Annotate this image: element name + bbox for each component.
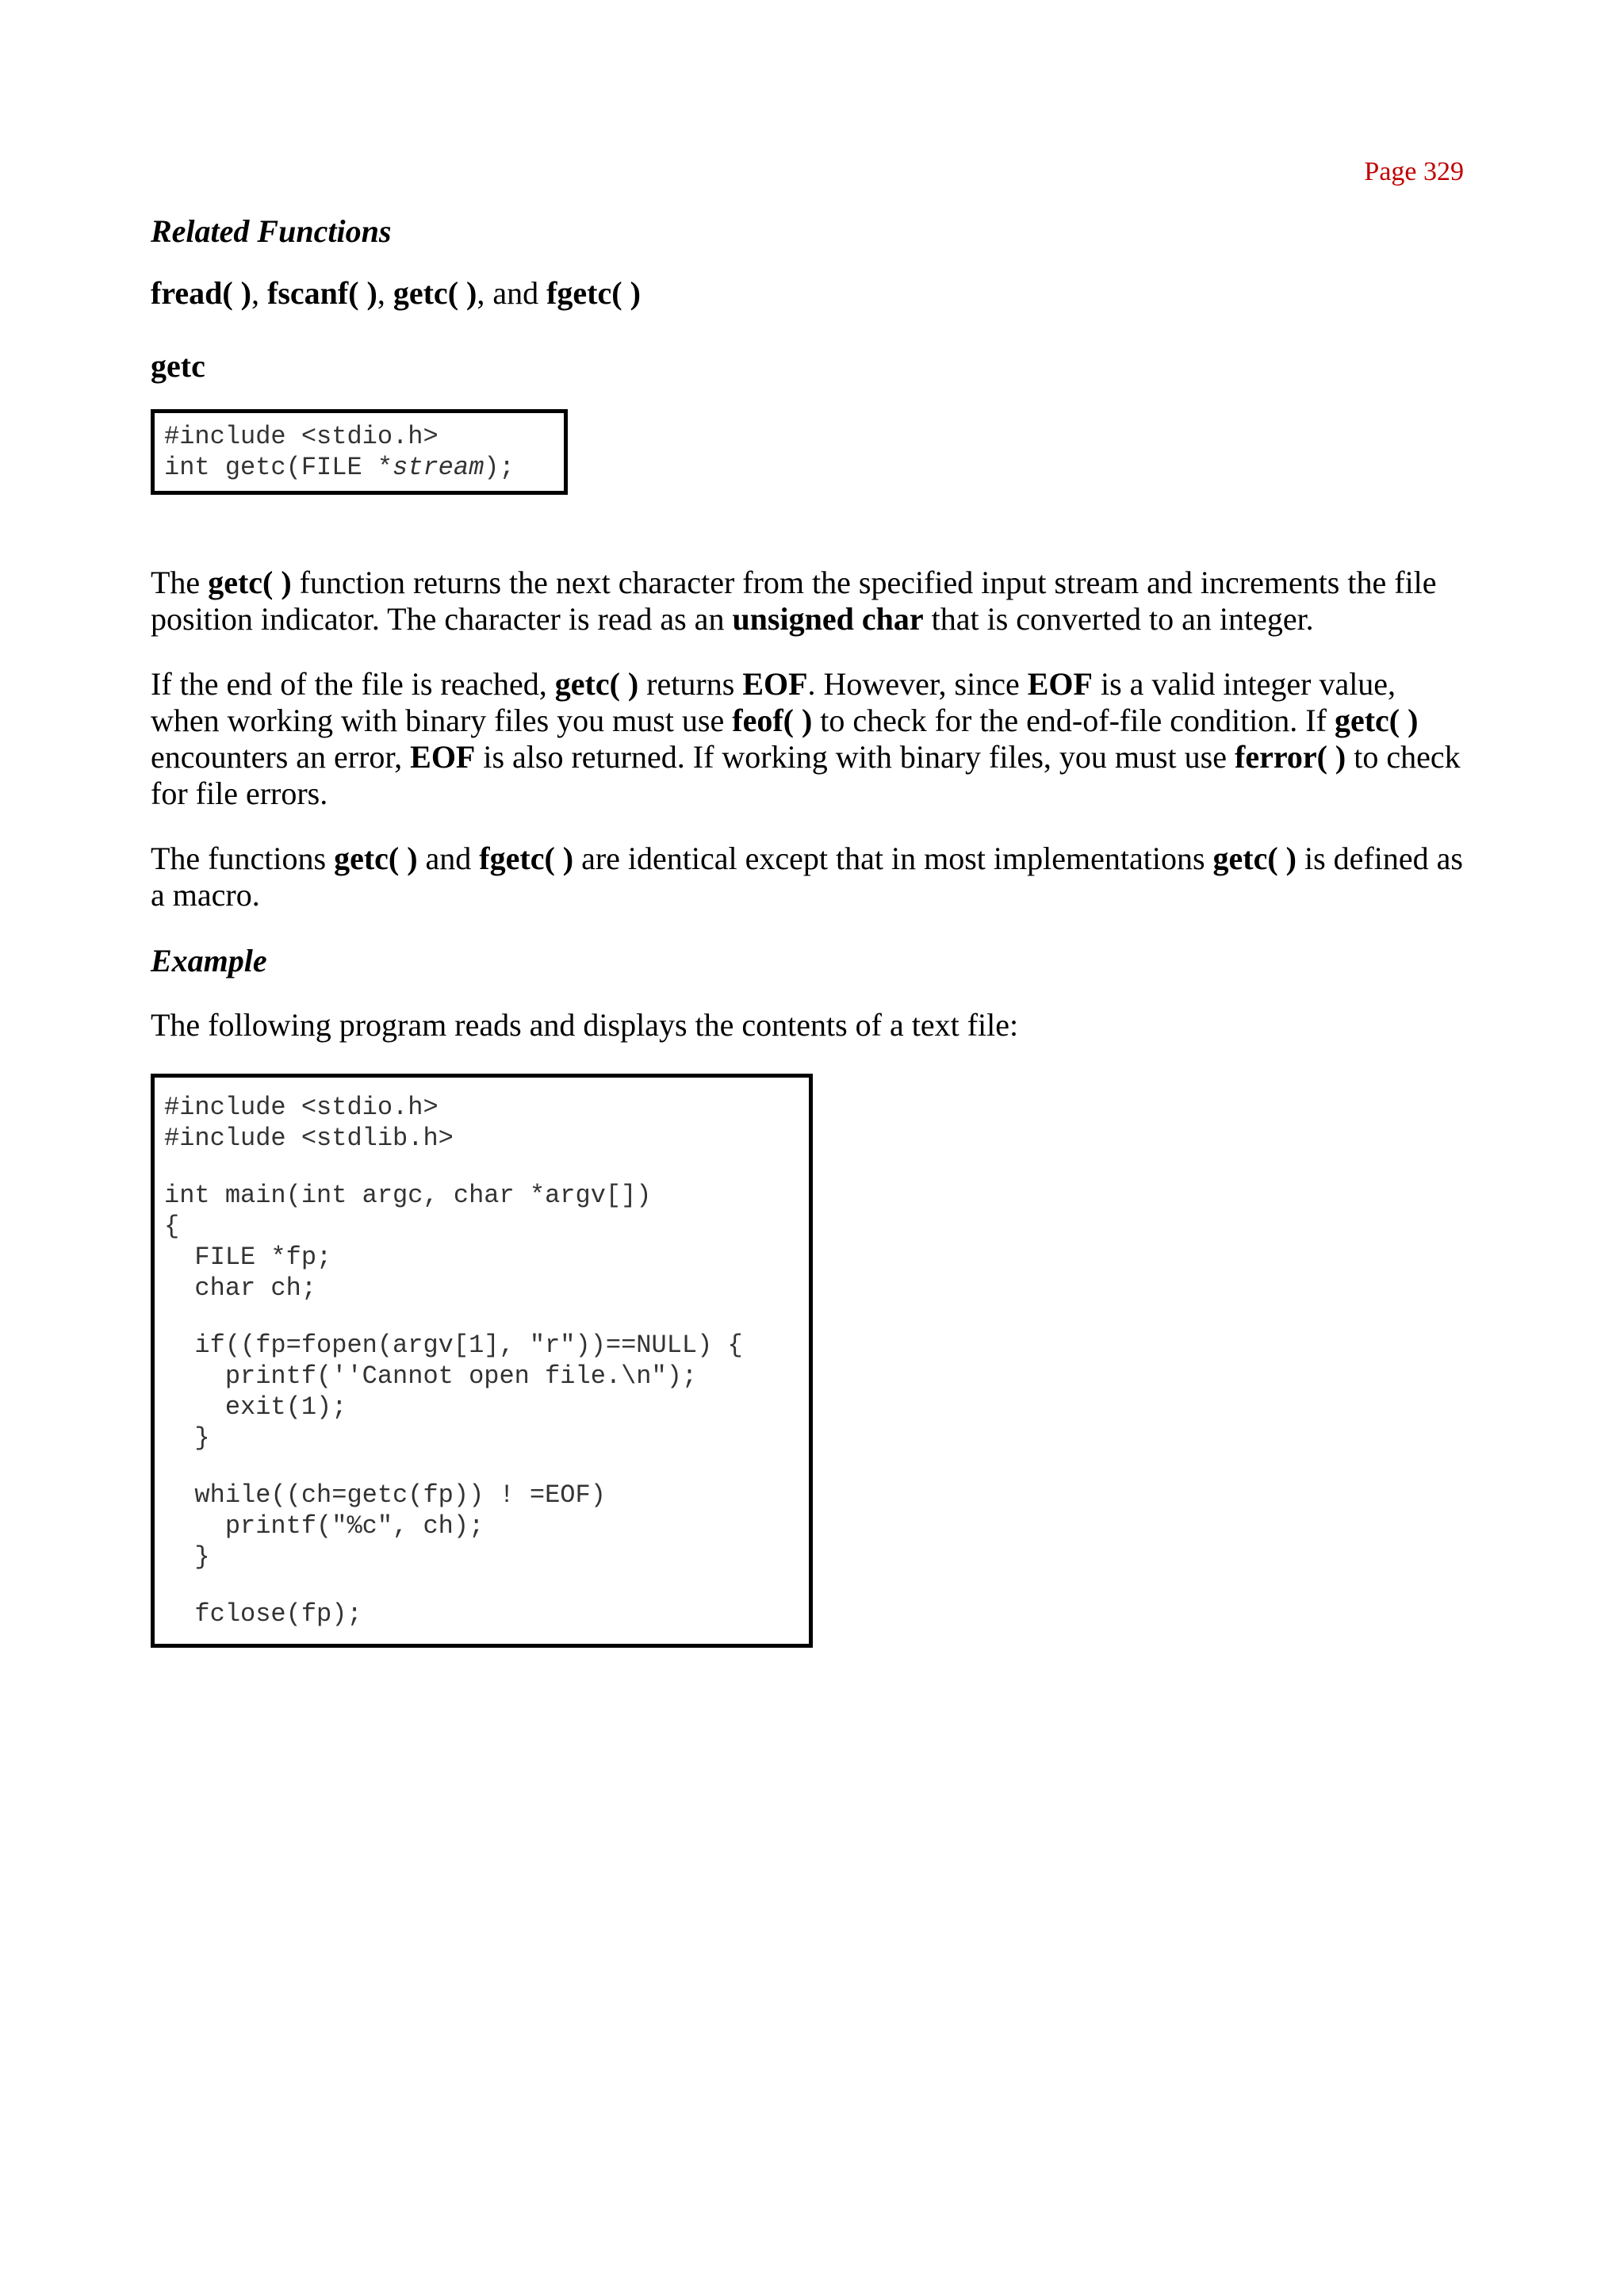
example-code-box	[151, 1074, 813, 1648]
text-run: returns	[638, 666, 743, 702]
text-run: are identical except that in most implementations	[573, 841, 1213, 876]
related-fread: fread( )	[151, 275, 251, 311]
page-number: Page 329	[1364, 157, 1464, 186]
prototype-box	[151, 409, 568, 495]
code-blank-line	[164, 1154, 799, 1180]
code-blank-line	[164, 1453, 799, 1480]
text-run: encounters an error,	[151, 739, 411, 775]
prototype-prefix: int getc(FILE *	[164, 453, 393, 482]
text-run: and	[417, 841, 480, 876]
code-line: }	[164, 1423, 210, 1453]
text-run: to check for file errors.	[151, 739, 1461, 811]
bold-run: EOF	[1027, 666, 1093, 702]
code-line: #include <stdlib.h>	[164, 1124, 454, 1153]
prototype-signature-line	[164, 452, 554, 483]
bold-run: unsigned char	[732, 601, 924, 637]
code-line: while((ch=getc(fp)) ! =EOF)	[164, 1480, 606, 1510]
description-paragraph-2	[151, 666, 1467, 812]
code-line: #include <stdio.h>	[164, 1093, 439, 1122]
text-run: . However, since	[807, 666, 1028, 702]
function-name: getc	[151, 348, 205, 384]
related-functions-list	[151, 274, 1467, 312]
prototype-param: stream	[393, 453, 485, 482]
text-run: function returns the next character from the specified input stream and increments the file position indicator. The character is read as an	[151, 565, 1437, 637]
code-line: exit(1);	[164, 1392, 347, 1422]
prototype-include-line: #include <stdio.h>	[164, 422, 439, 451]
code-line: {	[164, 1212, 180, 1241]
bold-run: getc( )	[334, 841, 418, 876]
bold-run: getc( )	[208, 565, 292, 600]
bold-run: ferror( )	[1235, 739, 1346, 775]
code-line: printf(''Cannot open file.\n");	[164, 1361, 698, 1391]
bold-run: getc( )	[1334, 703, 1419, 738]
text-run: to check for the end-of-file condition. If	[812, 703, 1335, 738]
related-sep: ,	[377, 275, 393, 311]
bold-run: EOF	[742, 666, 808, 702]
text-run: The functions	[151, 841, 335, 876]
code-line: }	[164, 1542, 210, 1572]
bold-run: fgetc( )	[479, 841, 574, 876]
bold-run: getc( )	[1212, 841, 1297, 876]
related-functions-heading: Related Functions	[151, 213, 392, 249]
bold-run: getc( )	[554, 666, 639, 702]
text-run: The	[151, 565, 209, 600]
bold-run: EOF	[410, 739, 476, 775]
code-blank-line	[164, 1572, 799, 1599]
related-sep: , and	[477, 275, 547, 311]
bold-run: feof( )	[732, 703, 813, 738]
description-paragraph-1	[151, 565, 1467, 638]
code-line: fclose(fp);	[164, 1599, 362, 1629]
code-blank-line	[164, 1304, 799, 1330]
text-run: is also returned. If working with binary files, you must use	[475, 739, 1235, 775]
prototype-suffix: );	[484, 453, 515, 482]
text-run: is a valid integer value, when working with binary files you must use	[151, 666, 1396, 738]
related-fgetc: fgetc( )	[546, 275, 641, 311]
example-heading: Example	[151, 943, 267, 978]
description-paragraph-3	[151, 841, 1467, 913]
text-run: is defined as a macro.	[151, 841, 1463, 913]
code-line: char ch;	[164, 1273, 317, 1303]
code-line: if((fp=fopen(argv[1], "r"))==NULL) {	[164, 1331, 743, 1360]
code-line: printf("%c", ch);	[164, 1511, 485, 1541]
code-line: int main(int argc, char *argv[])	[164, 1181, 652, 1210]
text-run: If the end of the file is reached,	[151, 666, 555, 702]
related-sep: ,	[251, 275, 267, 311]
related-getc: getc( )	[393, 275, 477, 311]
related-fscanf: fscanf( )	[267, 275, 377, 311]
code-line: FILE *fp;	[164, 1243, 332, 1272]
example-intro: The following program reads and displays the contents of a text file:	[151, 1007, 1019, 1043]
text-run: that is converted to an integer.	[923, 601, 1314, 637]
page-content	[151, 213, 1467, 1648]
